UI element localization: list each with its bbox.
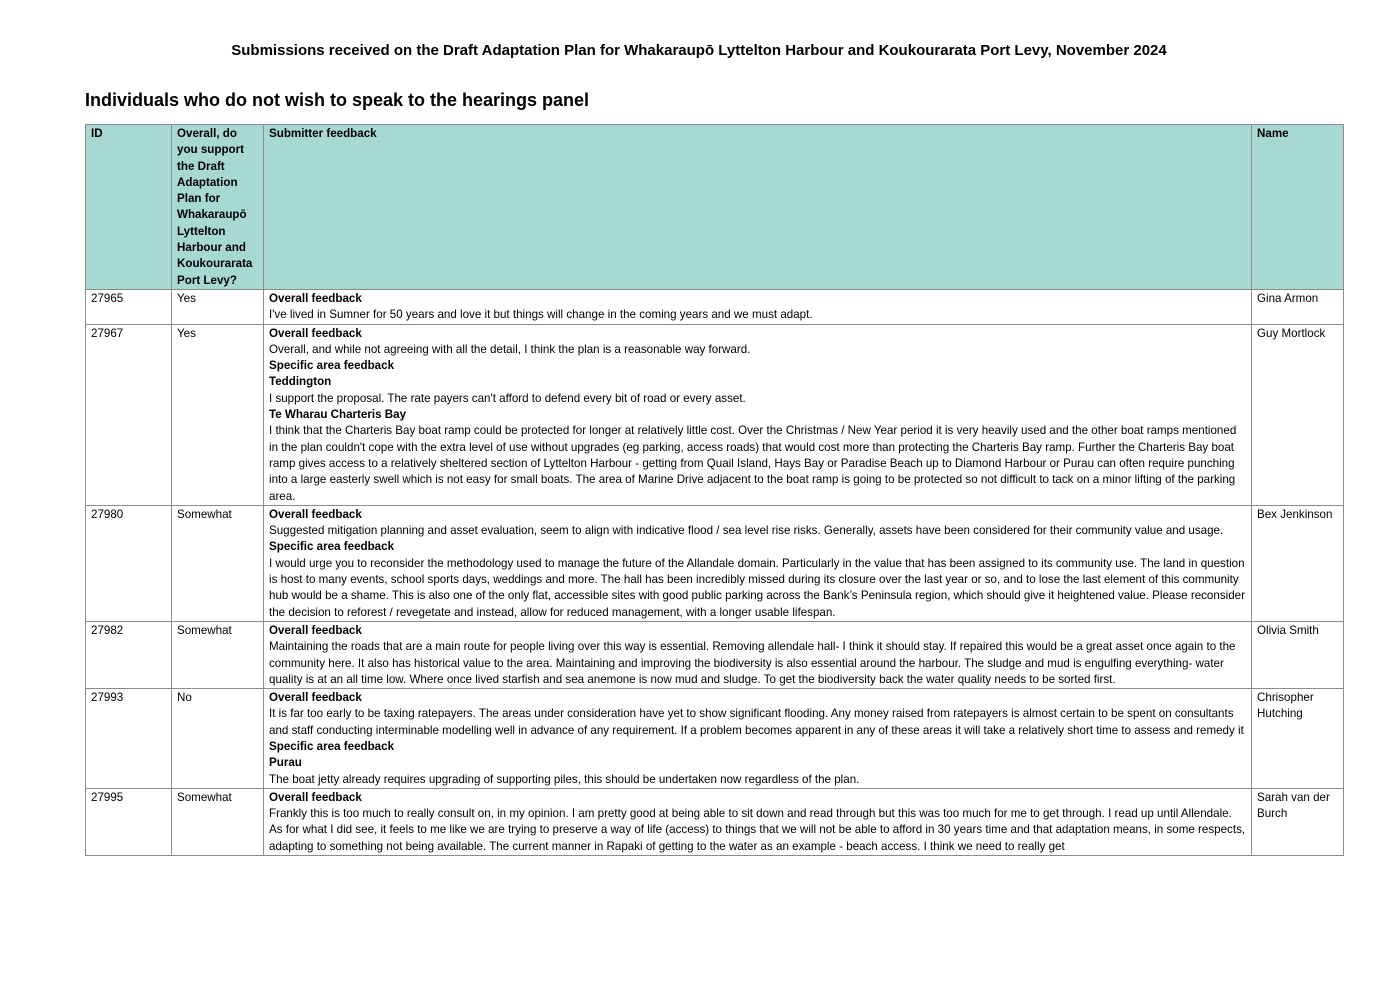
header-feedback: Submitter feedback [264, 125, 1252, 290]
cell-id: 27995 [86, 788, 172, 855]
feedback-heading: Overall feedback [269, 326, 362, 340]
feedback-text: Suggested mitigation planning and asset evaluation, seem to align with indicative flood / sea level rise risks. Generally, assets have been considered for their community value and usage. [269, 524, 1224, 538]
cell-feedback [264, 689, 1252, 789]
cell-feedback [264, 788, 1252, 855]
document-title: Submissions received on the Draft Adaptation Plan for Whakaraupō Lyttelton Harbour and Koukourarata Port Levy, November 2024 [231, 42, 1167, 59]
cell-name: Gina Armon [1252, 289, 1344, 324]
feedback-text: I support the proposal. The rate payers can't afford to defend every bit of road or every asset. [269, 391, 746, 405]
cell-feedback [264, 289, 1252, 324]
feedback-text: I think that the Charteris Bay boat ramp could be protected for longer at relatively little cost. Over the Christmas / New Year period it is very heavily used and the other boat ramps mentioned in the plan couldn't cope with the extra level of use without upgrades (eg parking, access roads) that would cost more than protecting the Charteris Bay ramp. Further the Charteris Bay boat ramp gives access to a relatively sheltered section of Lyttelton Harbour - getting from Quail Island, Hays Bay or Paradise Beach up to Diamond Harbour or Purau can often require punching into a large easterly swell which is not easy for small boats. The area of Marine Drive adjacent to the boat ramp is going to be protected so not difficult to tack on a minor lifting of the parking area. [269, 424, 1237, 503]
feedback-text: It is far too early to be taxing ratepayers. The areas under consideration have yet to show significant flooding. Any money raised from ratepayers is almost certain to be spent on consultants and staff conducting interminable modelling well in advance of any requirement. If a problem becomes apparent in any of these areas it will take a relatively short time to assess and remedy it [269, 707, 1244, 737]
cell-feedback [264, 324, 1252, 505]
feedback-heading: Specific area feedback [269, 359, 395, 373]
cell-support: Yes [172, 289, 264, 324]
feedback-text: Maintaining the roads that are a main route for people living over this way is essential. Removing allendale hall- I think it should stay. If repaired this would be a great asset once again to the community here. It also has historical value to the area. Maintaining and improving the biodiversity is also essential around the harbour. The sludge and mud is engulfing everything- water quality is at an all time low. Where once lived starfish and sea anemone is now mud and sludge. To get the biodiversity back the water quality needs to be sorted first. [269, 640, 1236, 686]
cell-id: 27980 [86, 505, 172, 621]
cell-support: Somewhat [172, 621, 264, 688]
cell-support: Somewhat [172, 788, 264, 855]
header-support: Overall, do you support the Draft Adaptation Plan for Whakaraupō Lyttelton Harbour and Koukourarata Port Levy? [172, 125, 264, 290]
table-row [86, 689, 1344, 789]
feedback-heading: Specific area feedback [269, 540, 395, 554]
table-header-row [86, 125, 1344, 290]
feedback-text: Overall, and while not agreeing with all the detail, I think the plan is a reasonable way forward. [269, 342, 751, 356]
table-row [86, 788, 1344, 855]
cell-name: Chrisopher Hutching [1252, 689, 1344, 789]
feedback-heading: Te Wharau Charteris Bay [269, 408, 407, 422]
cell-name: Guy Mortlock [1252, 324, 1344, 505]
table-body [86, 289, 1344, 855]
feedback-heading: Overall feedback [269, 691, 362, 705]
cell-support: Somewhat [172, 505, 264, 621]
cell-name: Sarah van der Burch [1252, 788, 1344, 855]
cell-support: Yes [172, 324, 264, 505]
cell-feedback [264, 505, 1252, 621]
cell-id: 27982 [86, 621, 172, 688]
cell-id: 27967 [86, 324, 172, 505]
feedback-text: Frankly this is too much to really consult on, in my opinion. I am pretty good at being able to sit down and read through but this was too much for me to get through. I read up until Allendale. As for what I did see, it feels to me like we are trying to preserve a way of life (access) to things that we will not be able to afford in 30 years time and that adaptation means, in some respects, adapting to something not being available. The current manner in Rapaki of getting to the water as an example - beach access. I think we need to really get [269, 807, 1246, 853]
table-row [86, 621, 1344, 688]
cell-feedback [264, 621, 1252, 688]
table-row [86, 505, 1344, 621]
submissions-table [85, 124, 1344, 856]
table-row [86, 324, 1344, 505]
feedback-heading: Overall feedback [269, 623, 362, 637]
cell-support: No [172, 689, 264, 789]
cell-name: Olivia Smith [1252, 621, 1344, 688]
feedback-text: The boat jetty already requires upgrading of supporting piles, this should be undertaken now regardless of the plan. [269, 772, 860, 786]
header-id: ID [86, 125, 172, 290]
feedback-heading: Overall feedback [269, 507, 362, 521]
section-heading: Individuals who do not wish to speak to the hearings panel [85, 90, 590, 110]
feedback-text: I would urge you to reconsider the methodology used to manage the future of the Allandale domain. Particularly in the value that has been assigned to its community use. The land in question is host to many events, school sports days, weddings and more. The hall has been incredibly missed during its closure over the last year or so, and to lose the last element of this community hub would be a shame. This is also one of the only flat, accessible sites with good public parking across the Bank’s Peninsula region, which should give it heightened value. Please reconsider the decision to reforest / revegetate and instead, allow for reduced management, with a longer usable lifespan. [269, 556, 1245, 619]
cell-name: Bex Jenkinson [1252, 505, 1344, 621]
feedback-heading: Teddington [269, 375, 332, 389]
table-row [86, 289, 1344, 324]
cell-id: 27965 [86, 289, 172, 324]
feedback-heading: Overall feedback [269, 291, 362, 305]
feedback-heading: Specific area feedback [269, 739, 395, 753]
cell-id: 27993 [86, 689, 172, 789]
feedback-heading: Purau [269, 756, 302, 770]
feedback-heading: Overall feedback [269, 790, 362, 804]
feedback-text: I've lived in Sumner for 50 years and love it but things will change in the coming years and we must adapt. [269, 308, 813, 322]
header-name: Name [1252, 125, 1344, 290]
